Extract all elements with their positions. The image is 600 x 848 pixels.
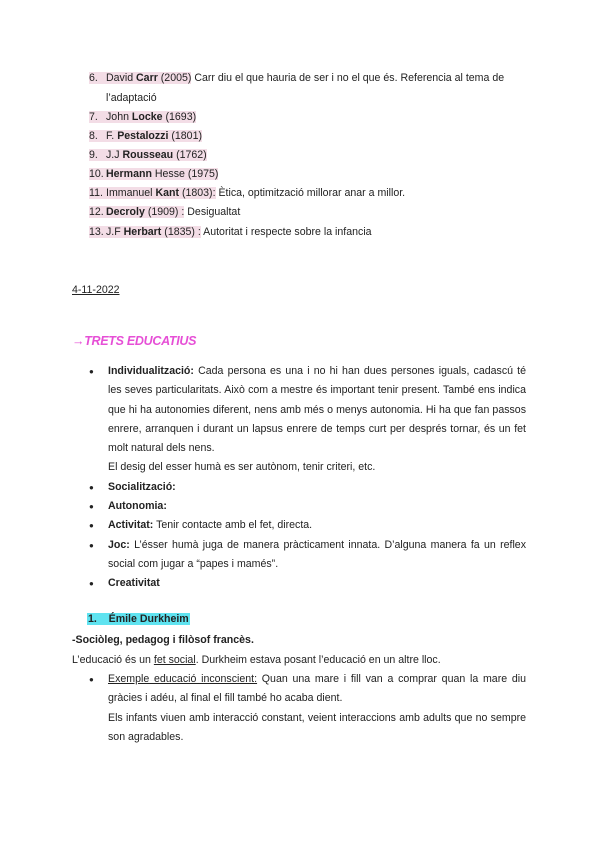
- list-item-12: 12. Decroly (1909) : Desigualtat: [89, 206, 241, 218]
- list-item-7: 7. John Locke (1693): [89, 111, 197, 123]
- trait-joc: ● Joc: L’ésser humà juga de manera pràcticament innata. D’alguna manera fa un reflex social com jugar a “papes i mamés”.: [108, 536, 526, 575]
- example-extra: Els infants viuen amb interacció constant, veient interaccions amb adults que no sempre son agradables.: [108, 711, 526, 743]
- date-heading: 4-11-2022: [72, 284, 120, 296]
- list-item-10: 10. Hermann Hesse (1975): [89, 168, 219, 180]
- trait-activitat: ● Activitat: Tenir contacte amb el fet, directa.: [108, 516, 526, 535]
- example-item: ● Exemple educació inconscient: Quan una mare i fill van a comprar quan la mare diu gràcies i adéu, al final el fill també ho acaba dient.: [108, 670, 526, 709]
- trait-autonomia: ● Autonomia:: [108, 497, 526, 516]
- list-item-11: 11. Immanuel Kant (1803): Ètica, optimització millorar anar a millor.: [89, 187, 406, 199]
- list-item-13: 13. J.F Herbart (1835) : Autoritat i respecte sobre la infancia: [89, 226, 372, 238]
- subtitle: -Sociòleg, pedagog i filòsof francès.: [72, 634, 254, 646]
- trait-individualitzacio: ● Individualització: Cada persona es una i no hi han dues persones iguals, cadascú té les seves particularitats. Això com a mestre és important tenir present. També ens indica que hi ha autonomies diferent, nens amb més o menys autonomia. Hi ha que fan passos enrere, arranquen i durant un lapsus enrere de temps curt per després tornar, és un fet molt natural dels nens.: [108, 362, 526, 458]
- trait-socialitzacio: ● Socialització:: [108, 478, 526, 497]
- heading-durkheim: 1. Émile Durkheim: [88, 613, 189, 625]
- trait-individualitzacio-extra: El desig del esser humà es ser autònom, tenir criteri, etc.: [108, 461, 376, 474]
- list-item-6: 6. David Carr (2005) Carr diu el que hauria de ser i no el que és. Referencia al tema de: [89, 72, 505, 84]
- list-item-9: 9. J.J Rousseau (1762): [89, 149, 207, 161]
- intro-paragraph: L’educació és un fet social. Durkheim estava posant l’educació en un altre lloc.: [72, 654, 441, 666]
- example-list: [108, 670, 526, 747]
- list-item-6-continuation: l’adaptació: [106, 92, 157, 104]
- list-item-8: 8. F. Pestalozzi (1801): [89, 130, 202, 142]
- trait-creativitat: ● Creativitat: [108, 574, 526, 593]
- section-title: →TRETS EDUCATIUS: [72, 334, 197, 348]
- traits-list: [108, 362, 526, 594]
